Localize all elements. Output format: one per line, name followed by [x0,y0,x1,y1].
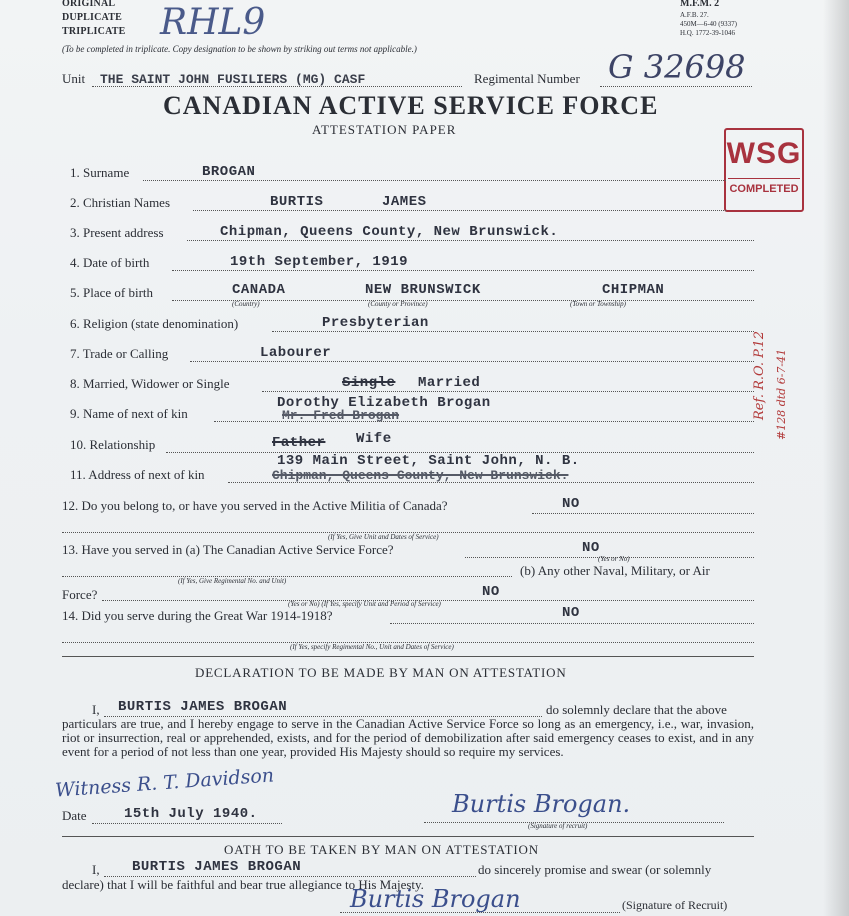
relationship-label: 10. Relationship [70,437,156,452]
date-label: Date [62,808,87,823]
birth-province: NEW BRUNSWICK [365,282,481,298]
present-address-label: 3. Present address [70,225,164,240]
birth-town: CHIPMAN [602,282,665,298]
trade-label: 7. Trade or Calling [70,346,169,361]
kin-address-value: 139 Main Street, Saint John, N. B. [277,453,580,469]
declaration-i: I, [92,702,100,717]
casf-unit-caption: (If Yes, Give Regimental No. and Unit) [178,577,287,585]
religion-value: Presbyterian [322,315,429,331]
next-of-kin-label: 9. Name of next of kin [70,406,188,421]
place-of-birth-label: 5. Place of birth [70,285,154,300]
stamp-status: COMPLETED [728,178,800,195]
oath-sig-caption: (Signature of Recruit) [622,898,728,912]
relationship-value: Wife [356,431,392,447]
handwritten-code: RHL9 [160,2,266,43]
oath-i: I, [92,862,100,877]
form-ref-3: 450M—6-40 (9337) [680,20,737,28]
declaration-name: BURTIS JAMES BROGAN [118,699,288,715]
page-edge-shadow [823,0,849,916]
witness-signature: Witness R. T. Davidson [54,764,275,802]
copy-triplicate: TRIPLICATE [62,26,126,37]
declaration-line1-end: do solemnly declare that the above [546,702,727,717]
caption-province: (County or Province) [368,300,428,308]
christian-name-2: JAMES [382,194,427,210]
casf-question: 13. Have you served in (a) The Canadian Active Service Force? [62,542,394,557]
militia-question: 12. Do you belong to, or have you served in the Active Militia of Canada? [62,498,448,513]
form-subtitle: ATTESTATION PAPER [312,122,457,137]
form-title: CANADIAN ACTIVE SERVICE FORCE [163,91,659,120]
christian-name-1: BURTIS [270,194,324,210]
margin-note-date: #128 dtd 6-7-41 [775,348,788,440]
surname-value: BROGAN [202,164,256,180]
relationship-struck: Father [272,435,326,451]
great-war-caption: (If Yes, specify Regimental No., Unit and Dates of Service) [290,643,454,651]
kin-address-label: 11. Address of next of kin [70,467,205,482]
oath-name: BURTIS JAMES BROGAN [132,859,302,875]
declaration-sig-caption: (Signature of recruit) [528,822,588,830]
oath-heading: OATH TO BE TAKEN BY MAN ON ATTESTATION [224,842,539,857]
surname-label: 1. Surname [70,165,130,180]
next-of-kin-struck: Mr. Fred Brogan [282,408,400,423]
casf-answer: NO [582,540,600,556]
copy-instruction: (To be completed in triplicate. Copy designation to be shown by striking out terms not applicable.) [62,44,417,54]
unit-label: Unit [62,71,86,86]
oath-divider [62,836,754,837]
regimental-number-label: Regimental Number [474,71,580,86]
great-war-answer: NO [562,605,580,621]
marital-status-value: Married [418,375,481,391]
caption-country: (Country) [232,300,260,308]
trade-value: Labourer [260,345,332,361]
date-of-birth-value: 19th September, 1919 [230,254,409,270]
militia-answer: NO [562,496,580,512]
regimental-number-value: G 32698 [608,48,746,86]
date-of-birth-label: 4. Date of birth [70,255,150,270]
unit-value: THE SAINT JOHN FUSILIERS (MG) CASF [100,72,366,87]
religion-label: 6. Religion (state denomination) [70,316,239,331]
declaration-body: particulars are true, and I hereby engage to serve in the Canadian Active Service Force so long as an emergency, i.e., war, invasion, riot or insurrection, real or apprehended, exists, and for the period of demobilization after said emergency ceases to exist, and in any event for a period of not less than one year, provided His Majesty should so require my services. [62,716,754,759]
kin-address-struck: Chipman, Queens County, New Brunswick. [272,468,569,483]
wsg-completed-stamp [724,128,804,212]
other-service-caption: (Yes or No) (If Yes, specify Unit and Period of Service) [288,600,441,608]
recruit-signature-oath: Burtis Brogan [350,885,521,913]
section-divider [62,656,754,657]
next-of-kin-value: Dorothy Elizabeth Brogan [277,395,491,411]
caption-town: (Town or Township) [570,300,626,308]
present-address-value: Chipman, Queens County, New Brunswick. [220,224,559,240]
recruit-signature-declaration: Burtis Brogan. [452,790,631,818]
copy-duplicate: DUPLICATE [62,12,122,23]
great-war-question: 14. Did you serve during the Great War 1914-1918? [62,608,333,623]
oath-line2: declare) that I will be faithful and bear true allegiance to His Majesty. [62,877,424,892]
margin-note-ref: Ref. R.O. P.12 [752,331,767,420]
other-service-answer: NO [482,584,500,600]
form-ref-4: H.Q. 1772-39-1046 [680,29,736,37]
form-ref-1: M.F.M. 2 [680,0,720,9]
oath-line1-end: do sincerely promise and swear (or solemnly [478,862,712,877]
stamp-code: WSG [726,137,802,170]
militia-caption: (If Yes, Give Unit and Dates of Service) [328,533,439,541]
copy-original: ORIGINAL [62,0,116,9]
casf-yesno-caption: (Yes or No) [598,555,630,563]
declaration-heading: DECLARATION TO BE MADE BY MAN ON ATTESTATION [195,665,567,680]
marital-status-label: 8. Married, Widower or Single [70,376,230,391]
marital-status-struck: Single [342,375,396,391]
christian-names-label: 2. Christian Names [70,195,171,210]
form-ref-2: A.F.B. 27. [680,11,709,19]
birth-country: CANADA [232,282,286,298]
force-label: Force? [62,587,98,602]
other-service-question: (b) Any other Naval, Military, or Air [520,563,710,578]
declaration-date: 15th July 1940. [124,806,258,822]
